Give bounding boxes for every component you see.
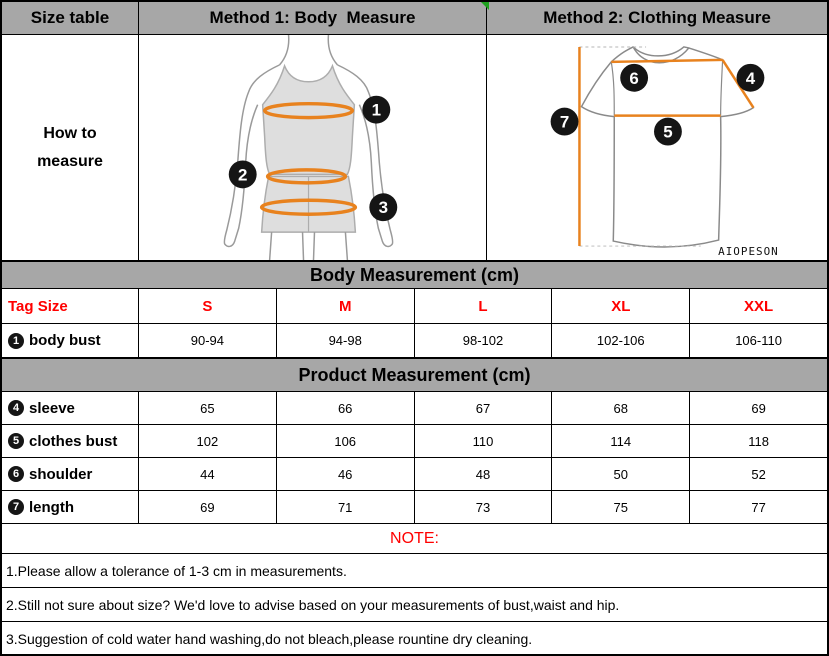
value-cell: 98-102 bbox=[415, 324, 553, 357]
value-cell: 73 bbox=[415, 491, 553, 523]
product-measurement-header: Product Measurement (cm) bbox=[2, 358, 827, 392]
value-cell: 102-106 bbox=[552, 324, 690, 357]
circled-1-icon: 1 bbox=[8, 333, 24, 349]
value-cell: 46 bbox=[277, 458, 415, 490]
size-xxl: XXL bbox=[743, 297, 774, 315]
how-to-measure-label bbox=[2, 35, 139, 260]
sleeve-badge bbox=[737, 64, 765, 92]
value-cell: 94-98 bbox=[277, 324, 415, 357]
value-cell: 106-110 bbox=[735, 333, 782, 348]
body-measure-illustration bbox=[139, 35, 487, 260]
top-header-row bbox=[2, 2, 827, 35]
how-to-measure-row bbox=[2, 35, 827, 261]
circled-6-icon: 6 bbox=[8, 466, 24, 482]
clothing-measure-illustration bbox=[487, 35, 827, 260]
value-cell: 50 bbox=[552, 458, 690, 490]
circled-5-icon: 5 bbox=[8, 433, 24, 449]
note-title: NOTE: bbox=[2, 524, 827, 554]
body-measurement-header: Body Measurement (cm) bbox=[2, 261, 827, 289]
hip-badge bbox=[369, 193, 397, 221]
value-cell: 68 bbox=[552, 392, 690, 424]
clothes-bust-badge bbox=[654, 118, 682, 146]
shoulder-label: 6 shoulder bbox=[2, 458, 139, 490]
circled-4-icon: 4 bbox=[8, 400, 24, 416]
shoulder-row bbox=[2, 458, 827, 491]
value-cell: 52 bbox=[751, 466, 766, 482]
tshirt-figure-icon bbox=[487, 35, 827, 260]
size-header-row bbox=[2, 289, 827, 324]
body-bust-label: 1 body bust bbox=[2, 324, 139, 357]
value-cell: 77 bbox=[751, 499, 766, 515]
svg-text:7: 7 bbox=[559, 112, 570, 132]
value-cell: 65 bbox=[139, 392, 277, 424]
clothes-bust-label: 5 clothes bust bbox=[2, 425, 139, 457]
value-cell: 75 bbox=[552, 491, 690, 523]
how-to-line2: measure bbox=[37, 152, 103, 170]
value-cell: 66 bbox=[277, 392, 415, 424]
length-badge bbox=[551, 108, 579, 136]
method1-header: Method 1: Body Measure bbox=[139, 2, 487, 34]
value-cell: 118 bbox=[748, 433, 769, 449]
clothes-bust-row bbox=[2, 425, 827, 458]
value-cell: 90-94 bbox=[139, 324, 277, 357]
value-cell: 102 bbox=[139, 425, 277, 457]
sleeve-label: 4 sleeve bbox=[2, 392, 139, 424]
svg-text:6: 6 bbox=[629, 68, 639, 88]
body-figure-icon bbox=[139, 35, 486, 260]
circled-7-icon: 7 bbox=[8, 499, 24, 515]
length-row bbox=[2, 491, 827, 524]
value-cell: 114 bbox=[552, 425, 690, 457]
value-cell: 69 bbox=[751, 400, 766, 416]
value-cell: 67 bbox=[415, 392, 553, 424]
value-cell: 71 bbox=[277, 491, 415, 523]
how-to-line1: How to bbox=[43, 125, 97, 143]
shoulder-badge bbox=[620, 64, 648, 92]
value-cell: 44 bbox=[139, 458, 277, 490]
method2-header: Method 2: Clothing Measure bbox=[487, 2, 827, 34]
note-item-2: 2.Still not sure about size? We'd love to advise based on your measurements of bust,waist and hip. bbox=[2, 588, 827, 622]
tag-size-label: Tag Size bbox=[2, 289, 139, 323]
size-m: M bbox=[277, 289, 415, 323]
svg-text:2: 2 bbox=[237, 165, 248, 185]
size-xl: XL bbox=[552, 289, 690, 323]
body-bust-row bbox=[2, 324, 827, 358]
waist-badge bbox=[229, 160, 257, 188]
value-cell: 110 bbox=[415, 425, 553, 457]
size-table-header: Size table bbox=[2, 2, 139, 34]
svg-text:4: 4 bbox=[745, 68, 756, 88]
value-cell: 48 bbox=[415, 458, 553, 490]
size-s: S bbox=[139, 289, 277, 323]
svg-text:5: 5 bbox=[663, 122, 673, 142]
length-label: 7 length bbox=[2, 491, 139, 523]
bust-badge bbox=[362, 96, 390, 124]
svg-text:1: 1 bbox=[371, 100, 382, 120]
brand-text: AIOPESON bbox=[718, 245, 779, 259]
value-cell: 106 bbox=[277, 425, 415, 457]
note-item-1: 1.Please allow a tolerance of 1-3 cm in measurements. bbox=[2, 554, 827, 588]
note-item-3: 3.Suggestion of cold water hand washing,do not bleach,please rountine dry cleaning. bbox=[6, 631, 533, 647]
value-cell: 69 bbox=[139, 491, 277, 523]
sleeve-row bbox=[2, 392, 827, 425]
size-l: L bbox=[415, 289, 553, 323]
svg-text:3: 3 bbox=[378, 198, 389, 218]
